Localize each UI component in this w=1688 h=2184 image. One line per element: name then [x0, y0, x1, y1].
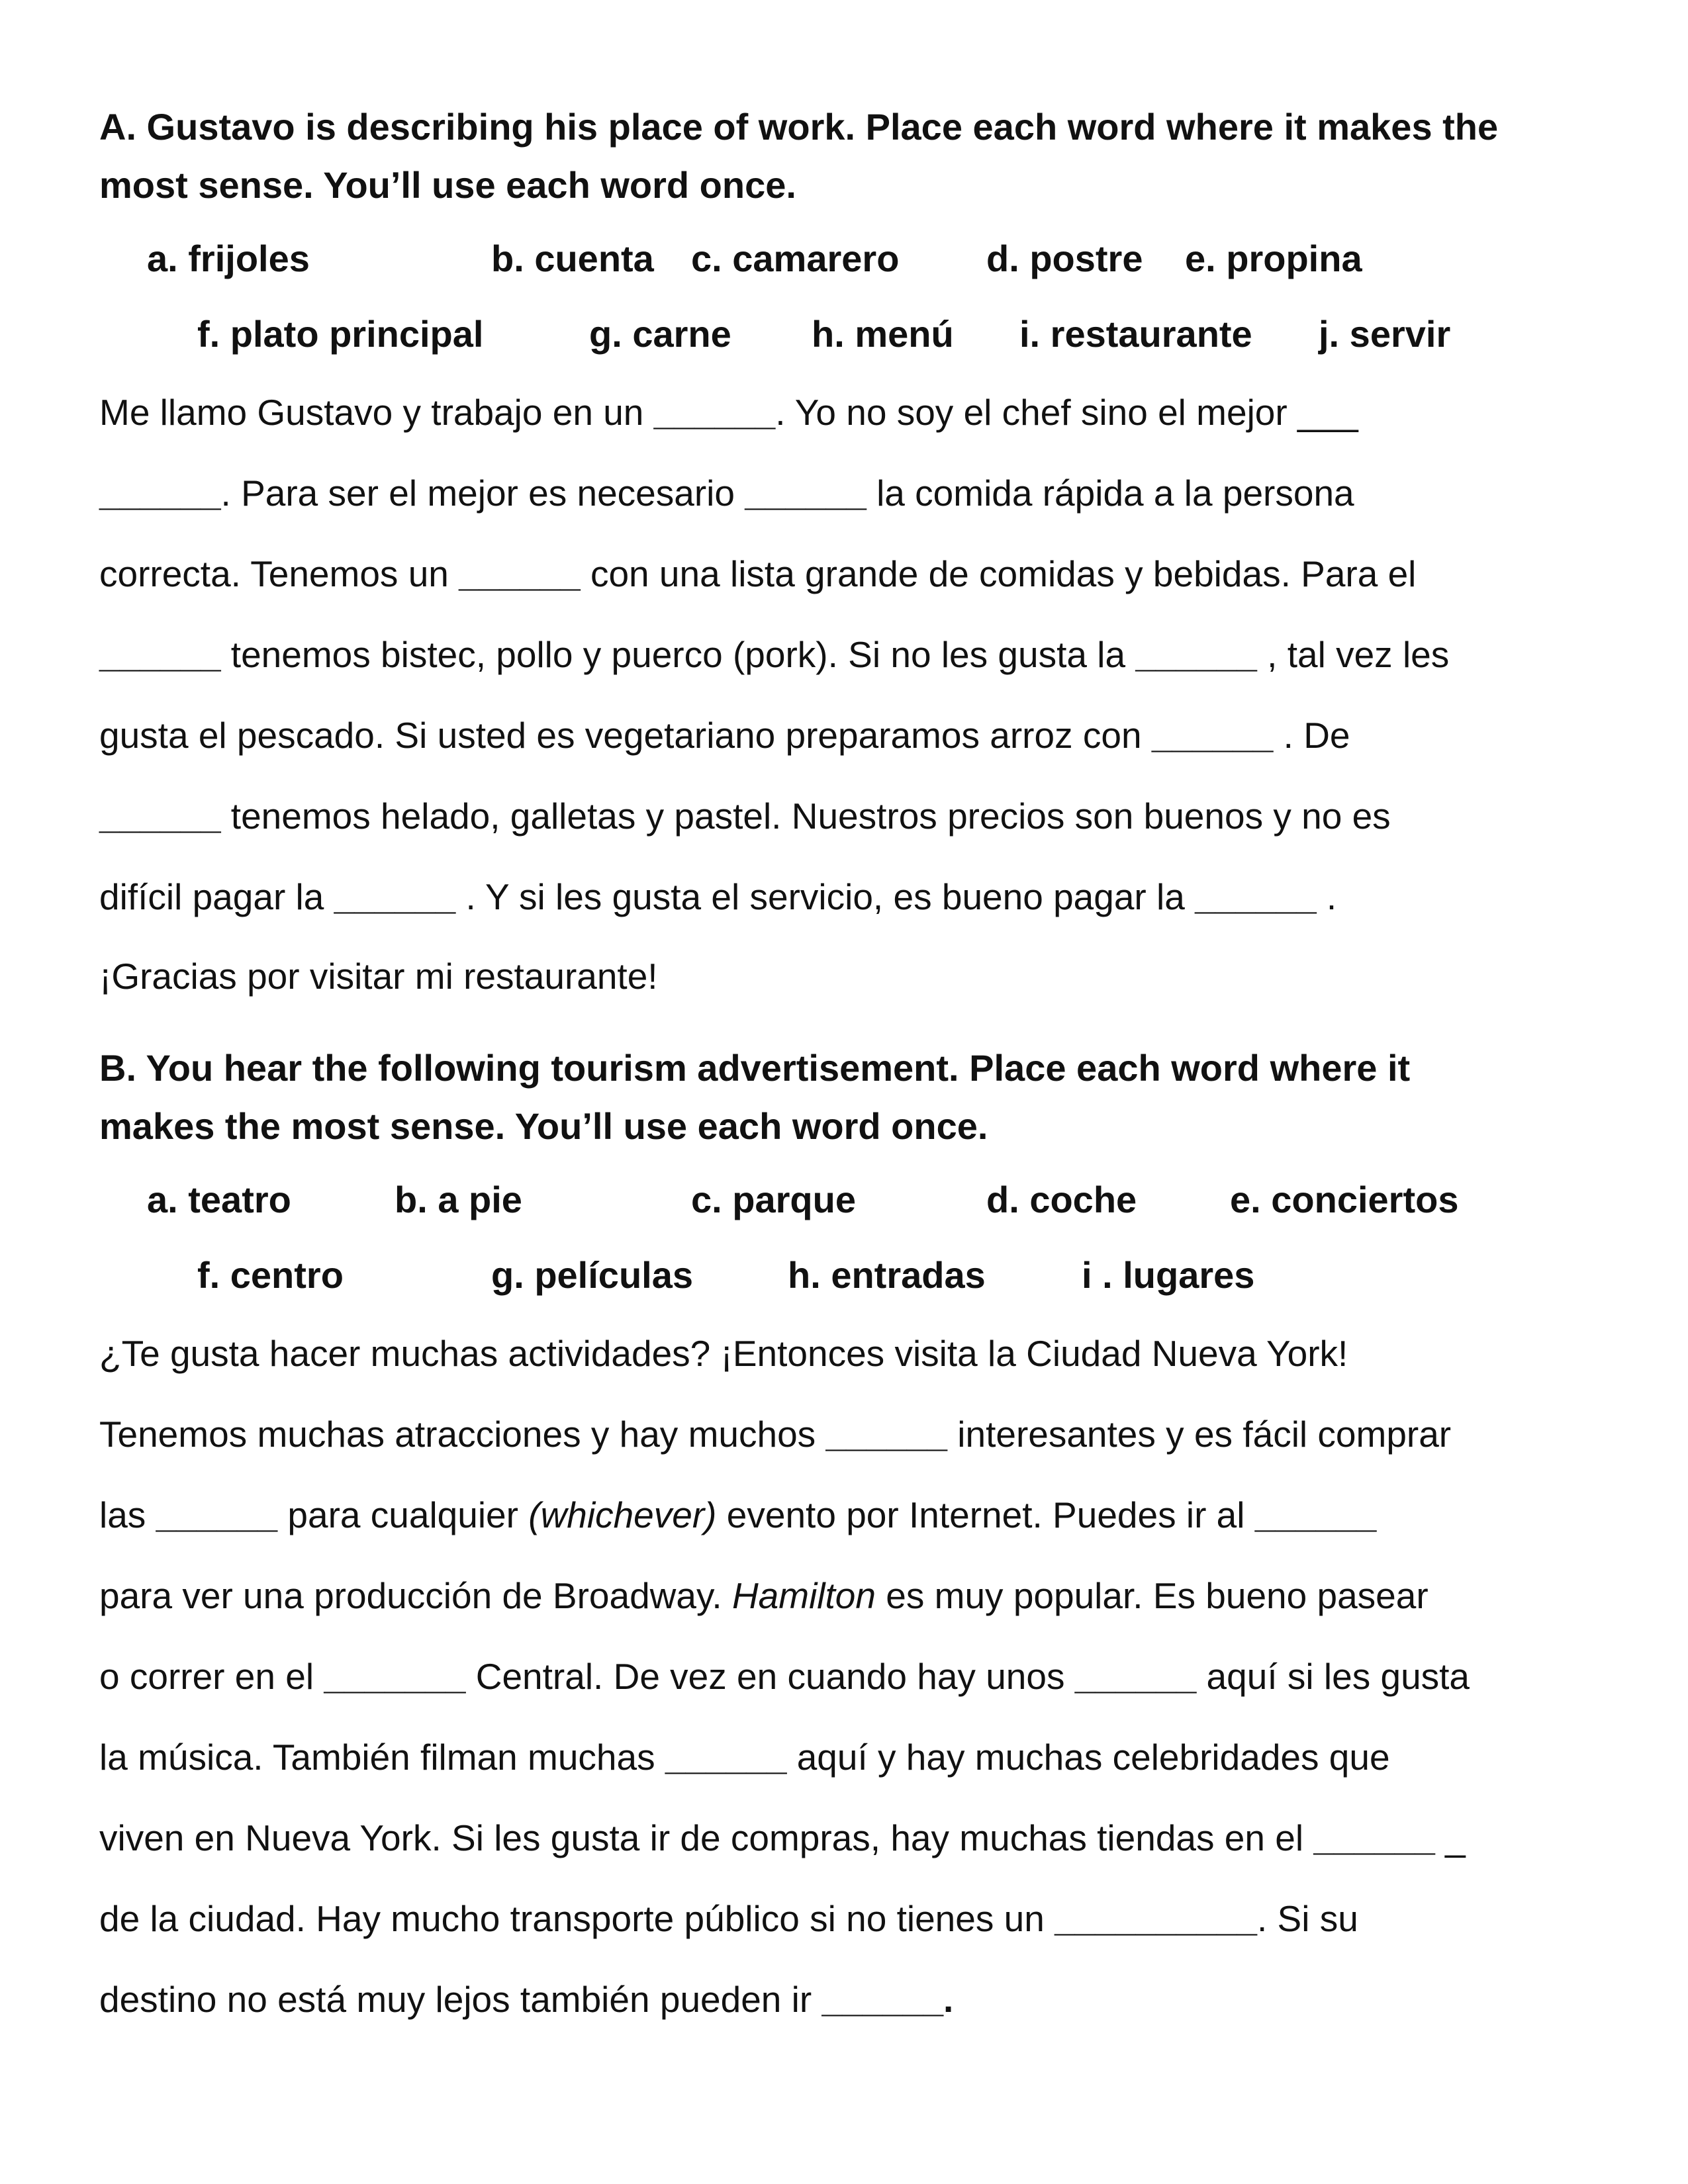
section-a-heading-line-2: most sense. You’ll use each word once. [99, 164, 796, 206]
passage-text: para cualquier [277, 1494, 529, 1535]
section-a-heading [99, 98, 1589, 214]
section-b-passage [99, 1313, 1589, 2040]
word-bank-item: c. parque [691, 1179, 856, 1220]
passage-text: . Yo no soy el chef sino el mejor ___ [775, 392, 1358, 433]
passage-line [99, 856, 1589, 937]
word-bank-item: f. centro [197, 1254, 344, 1296]
passage-text: con una lista grande de comidas y bebidas. Para el [580, 553, 1417, 594]
passage-line [99, 776, 1589, 856]
word-bank-item: g. películas [491, 1254, 693, 1296]
section-a-heading-line-1: A. Gustavo is describing his place of work. Place each word where it makes the [99, 106, 1499, 148]
answer-blank: ______ [1074, 1656, 1197, 1697]
passage-text: para ver una producción de Broadway. [99, 1575, 732, 1616]
word-bank-item: a. teatro [147, 1179, 291, 1220]
passage-line [99, 372, 1589, 453]
word-bank-item: h. menú [812, 313, 954, 355]
passage-line [99, 1555, 1589, 1636]
answer-blank: ______ [653, 392, 776, 433]
passage-text: _ [1434, 1817, 1466, 1858]
answer-blank: ______. [821, 1979, 954, 2020]
passage-text: interesantes y es fácil comprar [947, 1414, 1452, 1455]
section-b-heading-line-2: makes the most sense. You’ll use each word once. [99, 1105, 988, 1147]
answer-blank: _______ [324, 1656, 466, 1697]
passage-text: correcta. Tenemos un [99, 553, 459, 594]
passage-text: tenemos bistec, pollo y puerco (pork). Si no les gusta la [220, 634, 1136, 675]
passage-text: . Y si les gusta el servicio, es bueno pagar la [455, 876, 1196, 917]
section-a-word-bank-row-1 [99, 221, 1589, 296]
answer-blank: __________ [1055, 1898, 1257, 1939]
word-bank-item: b. cuenta [491, 238, 654, 279]
word-bank-item: i. restaurante [1019, 313, 1252, 355]
word-bank-item: f. plato principal [197, 313, 484, 355]
answer-blank: ______ [459, 553, 581, 594]
passage-text: gusta el pescado. Si usted es vegetariano preparamos arroz con [99, 715, 1152, 756]
passage-line [99, 937, 1589, 1015]
section-a-passage [99, 372, 1589, 1015]
passage-text: es muy popular. Es bueno pasear [875, 1575, 1429, 1616]
word-bank-item: j. servir [1319, 313, 1451, 355]
section-b-word-bank-row-2 [99, 1238, 1589, 1313]
section-b-heading-line-1: B. You hear the following tourism advertisement. Place each word where it [99, 1047, 1411, 1089]
passage-text: viven en Nueva York. Si les gusta ir de compras, hay muchas tiendas en el [99, 1817, 1314, 1858]
section-b-word-bank-row-1 [99, 1162, 1589, 1238]
section-a-word-bank-row-2 [99, 296, 1589, 372]
word-bank-item: c. camarero [691, 238, 900, 279]
passage-text: evento por Internet. Puedes ir al [716, 1494, 1255, 1535]
passage-line [99, 533, 1589, 614]
answer-blank: ______ [1135, 634, 1257, 675]
passage-text: . De [1273, 715, 1350, 756]
passage-text: tenemos helado, galletas y pastel. Nuestros precios son buenos y no es [220, 796, 1391, 837]
word-bank-item: h. entradas [788, 1254, 986, 1296]
passage-line [99, 1475, 1589, 1555]
passage-text: la música. También filman muchas [99, 1737, 665, 1778]
passage-text: o correr en el [99, 1656, 324, 1697]
passage-text: Central. De vez en cuando hay unos [465, 1656, 1075, 1697]
answer-blank: ______ [99, 796, 221, 837]
word-bank-item: i . lugares [1082, 1254, 1255, 1296]
passage-line [99, 695, 1589, 776]
word-bank-item: e. conciertos [1230, 1179, 1459, 1220]
passage-line [99, 1636, 1589, 1717]
passage-line [99, 1313, 1589, 1394]
passage-line [99, 614, 1589, 695]
answer-blank: ______ [99, 634, 221, 675]
answer-blank: ______ [156, 1494, 278, 1535]
passage-text: , tal vez les [1256, 634, 1450, 675]
passage-text: aquí y hay muchas celebridades que [786, 1737, 1390, 1778]
passage-line [99, 1878, 1589, 1959]
word-bank-item: d. postre [986, 238, 1143, 279]
answer-blank: ______ [1313, 1817, 1435, 1858]
word-bank-item: e. propina [1185, 238, 1362, 279]
word-bank-item: d. coche [986, 1179, 1137, 1220]
passage-text: Me llamo Gustavo y trabajo en un [99, 392, 654, 433]
answer-blank: ______ [745, 473, 867, 514]
passage-line [99, 1394, 1589, 1475]
section-b-heading [99, 1039, 1589, 1156]
passage-text: la comida rápida a la persona [866, 473, 1354, 514]
word-bank-item: a. frijoles [147, 238, 310, 279]
passage-line [99, 1797, 1589, 1878]
passage-text: (whichever) [528, 1494, 717, 1535]
passage-text: . Si su [1256, 1898, 1358, 1939]
passage-text: Hamilton [731, 1575, 876, 1616]
answer-blank: ______ [825, 1414, 947, 1455]
answer-blank: ______ [1151, 715, 1274, 756]
answer-blank: ______ [99, 473, 221, 514]
passage-text: . Para ser el mejor es necesario [220, 473, 745, 514]
answer-blank: ______ [1254, 1494, 1377, 1535]
passage-text: Tenemos muchas atracciones y hay muchos [99, 1414, 826, 1455]
passage-line [99, 1959, 1589, 2040]
passage-text: ¿Te gusta hacer muchas actividades? ¡Entonces visita la Ciudad Nueva York! [99, 1333, 1348, 1374]
answer-blank: ______ [334, 876, 456, 917]
answer-blank: ______ [1195, 876, 1317, 917]
passage-text: . [1316, 876, 1337, 917]
passage-text: de la ciudad. Hay mucho transporte público si no tienes un [99, 1898, 1055, 1939]
passage-text: ¡Gracias por visitar mi restaurante! [99, 956, 658, 997]
passage-text: destino no está muy lejos también pueden ir [99, 1979, 822, 2020]
passage-line [99, 1717, 1589, 1797]
passage-text: difícil pagar la [99, 876, 334, 917]
passage-text: aquí si les gusta [1196, 1656, 1470, 1697]
passage-text: las [99, 1494, 156, 1535]
word-bank-item: b. a pie [395, 1179, 522, 1220]
answer-blank: ______ [665, 1737, 787, 1778]
passage-line [99, 453, 1589, 533]
worksheet [99, 98, 1589, 2040]
word-bank-item: g. carne [589, 313, 731, 355]
